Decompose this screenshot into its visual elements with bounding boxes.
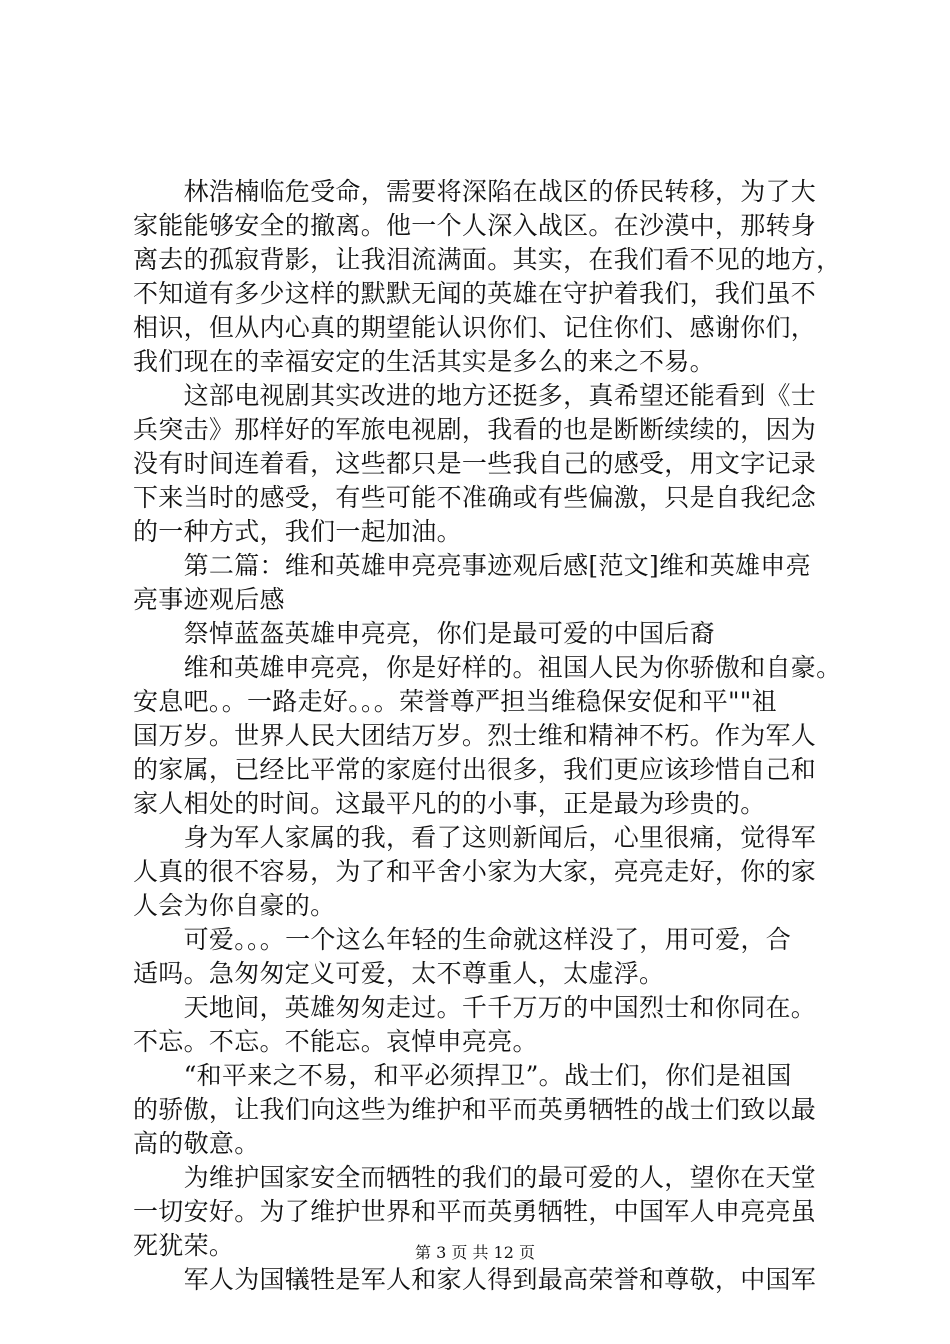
- text-line: 下来当时的感受，有些可能不准确或有些偏激，只是自我纪念: [133, 483, 817, 512]
- text-line: 可爱。。。一个这么年轻的生命就这样没了，用可爱，合: [133, 925, 792, 954]
- text-line: 相识，但从内心真的期望能认识你们、记住你们、感谢你们，: [133, 313, 817, 342]
- text-line: 适吗。急匆匆定义可爱，太不尊重人，太虚浮。: [133, 959, 665, 988]
- text-line: 国万岁。世界人民大团结万岁。烈士维和精神不朽。作为军人: [133, 721, 817, 750]
- text-line: 军人为国犠牲是军人和家人得到最高荣誉和尊敬，中国军: [133, 1265, 817, 1294]
- text-line: 家能能够安全的撤离。他一个人深入战区。在沙漠中，那转身: [133, 211, 817, 240]
- text-line: 兵突击》那样好的军旅电视剧，我看的也是断断续续的，因为: [133, 415, 817, 444]
- text-line: 这部电视剧其实改进的地方还挺多，真希望还能看到《士: [133, 381, 817, 410]
- page-number: 第 3 页 共 12 页: [415, 1243, 535, 1262]
- text-line: 家人相处的时间。这最平凡的的小事，正是最为珍贵的。: [133, 789, 766, 818]
- text-line: “和平来之不易，和平必须捍卫”。战士们，你们是祖国: [133, 1061, 792, 1090]
- text-line: 死犹荣。: [133, 1231, 235, 1260]
- section-heading: 亮事迹观后感: [133, 585, 285, 614]
- text-line: 的家属，已经比平常的家庭付出很多，我们更应该珍惜自己和: [133, 755, 817, 784]
- text-line: 人会为你自豪的。: [133, 891, 336, 920]
- text-line: 一切安好。为了维护世界和平而英勇牺牲，中国军人申亮亮虽: [133, 1197, 817, 1226]
- text-line: 人真的很不容易，为了和平舍小家为大家，亮亮走好，你的家: [133, 857, 817, 886]
- text-line: 为维护国家安全而牺牲的我们的最可爱的人，望你在天堂: [133, 1163, 817, 1192]
- text-line: 不忘。不忘。不能忘。哀悼申亮亮。: [133, 1027, 538, 1056]
- text-line: 离去的孤寂背影，让我泪流满面。其实，在我们看不见的地方，: [133, 245, 842, 274]
- section-heading: 第二篇：维和英雄申亮亮事迹观后感[范文]维和英雄申亮: [133, 551, 811, 580]
- document-body: [133, 175, 842, 1297]
- text-line: 不知道有多少这样的默默无闻的英雄在守护着我们，我们虽不: [133, 279, 817, 308]
- text-line: 我们现在的幸福安定的生活其实是多么的来之不易。: [133, 347, 715, 376]
- text-line: 高的敬意。: [133, 1129, 260, 1158]
- text-line: 祭悼蓝盔英雄申亮亮，你们是最可爱的中国后裔: [133, 619, 715, 648]
- text-line: 林浩楠临危受命，需要将深陷在战区的侨民转移，为了大: [133, 177, 817, 206]
- text-line: 维和英雄申亮亮，你是好样的。祖国人民为你骄傲和自豪。: [133, 653, 842, 682]
- text-line: 天地间，英雄匆匆走过。千千万万的中国烈士和你同在。: [133, 993, 817, 1022]
- text-line: 安息吧。。一路走好。。。荣誉尊严担当维稳保安促和平""祖: [133, 687, 777, 716]
- text-line: 的一种方式，我们一起加油。: [133, 517, 462, 546]
- text-line: 没有时间连着看，这些都只是一些我自己的感受，用文字记录: [133, 449, 817, 478]
- text-line: 身为军人家属的我，看了这则新闻后，心里很痛，觉得军: [133, 823, 817, 852]
- text-line: 的骄傲，让我们向这些为维护和平而英勇牺牲的战士们致以最: [133, 1095, 817, 1124]
